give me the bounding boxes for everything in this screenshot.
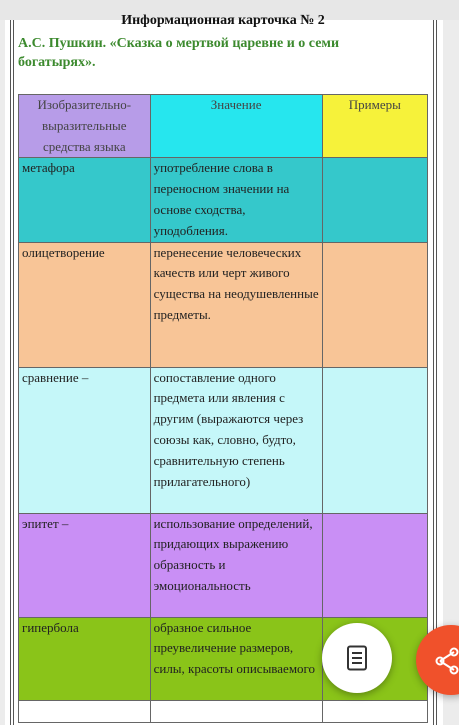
row-meaning: сопоставление одного предмета или явления с другим (выражаются через союзы как, словно, будто, сравнительную степень прилагательного)	[150, 367, 322, 513]
table-row	[19, 700, 428, 722]
row-examples	[322, 158, 427, 242]
row-examples	[322, 700, 427, 722]
table-header-row	[19, 95, 428, 158]
row-term: сравнение –	[19, 367, 151, 513]
row-term: эпитет –	[19, 513, 151, 617]
header-term: Изобразительно-выразительные средства языка	[19, 95, 151, 158]
row-term: гипербола	[19, 617, 151, 700]
card-title: Информационная карточка № 2	[121, 13, 325, 28]
row-meaning: перенесение человеческих качеств или черт живого существа на неодушевленные предметы.	[150, 242, 322, 367]
row-examples	[322, 242, 427, 367]
row-term: олицетворение	[19, 242, 151, 367]
header-examples: Примеры	[322, 95, 427, 158]
row-term	[19, 700, 151, 722]
row-examples	[322, 367, 427, 513]
row-examples	[322, 513, 427, 617]
page-border-right	[436, 20, 437, 725]
header-meaning: Значение	[150, 95, 322, 158]
table-row	[19, 367, 428, 513]
row-term: метафора	[19, 158, 151, 242]
card-subtitle: А.С. Пушкин. «Сказка о мертвой царевне и о семи богатырях».	[18, 36, 340, 70]
share-icon	[434, 647, 459, 675]
row-meaning: образное сильное преувеличение размеров, силы, красоты описываемого	[150, 617, 322, 700]
table-row	[19, 158, 428, 242]
page-border-left-inner	[13, 20, 14, 725]
row-meaning: употребление слова в переносном значении на основе сходства, уподобления.	[150, 158, 322, 242]
row-meaning	[150, 700, 322, 722]
document-icon	[346, 645, 368, 671]
document-button[interactable]	[322, 623, 392, 693]
row-meaning: использование определений, придающих выражению образность и эмоциональность	[150, 513, 322, 617]
page-border-right-inner	[433, 20, 434, 725]
table-row	[19, 513, 428, 617]
page-border-left	[10, 20, 11, 725]
table-row	[19, 242, 428, 367]
